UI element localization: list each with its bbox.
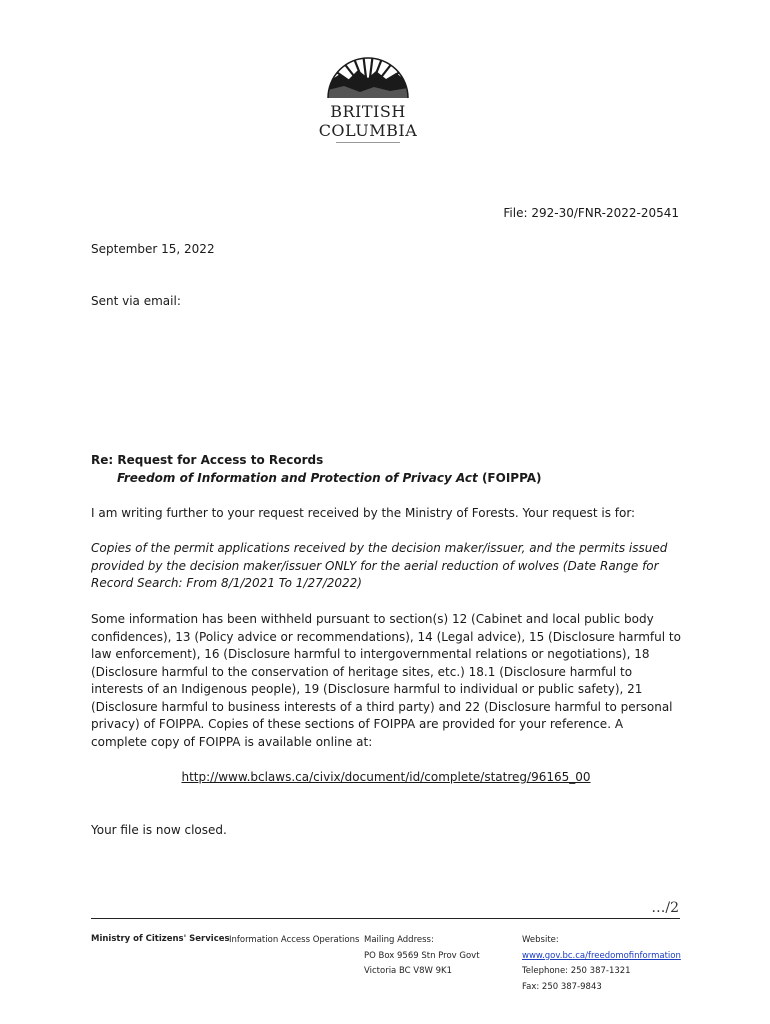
foippa-link[interactable]: http://www.bclaws.ca/civix/document/id/complete/statreg/96165_00 — [181, 770, 591, 784]
letter-date: September 15, 2022 — [91, 242, 215, 256]
footer-unit-name: Information Access Operations — [229, 935, 360, 945]
closing-line: Your file is now closed. — [91, 823, 227, 837]
footer-mailing-line2: Victoria BC V8W 9K1 — [364, 966, 453, 976]
subject-act-line — [117, 470, 542, 488]
file-reference: File: 292-30/FNR-2022-20541 — [503, 206, 679, 220]
footer-ministry — [91, 932, 230, 948]
footer-website-label: Website: — [522, 935, 559, 945]
withholding-paragraph: Some information has been withheld pursuant to section(s) 12 (Cabinet and local public body confidences), 13 (Policy advice or recommendations), 14 (Legal advice), 15 (Disclosure harmful to law enforcement), 16 (Disclosure harmful to intergovernmental relations or negotiations), 18 (Disclosure harmful to the conservation of heritage sites, etc.) 18.1 (Disclosure harmful to interests of an Indigenous people), 19 (Disclosure harmful to individual or public safety), 21 (Disclosure harmful to business interests of a third party) and 22 (Disclosure harmful to personal privacy) of FOIPPA. Copies of these sections of FOIPPA are provided for your reference. A complete copy of FOIPPA is available online at: — [91, 612, 681, 749]
act-name: Freedom of Information and Protection of Privacy Act — [117, 471, 478, 485]
footer-divider — [91, 918, 680, 919]
sent-via-line: Sent via email: — [91, 294, 181, 308]
footer-mailing-label: Mailing Address: — [364, 935, 434, 945]
footer-mailing-line1: PO Box 9569 Stn Prov Govt — [364, 950, 480, 961]
request-description: Copies of the permit applications received by the decision maker/issuer, and the permits issued provided by the decision maker/issuer ONLY for the aerial reduction of wolves (Date Range for Record Search: From 8/1/2021 To 1/27/2022) — [91, 541, 668, 590]
logo-text-british: BRITISH — [330, 102, 406, 121]
sun-mountains-icon — [314, 44, 422, 102]
bc-government-logo — [314, 44, 422, 148]
foippa-link-line — [91, 769, 681, 787]
page-indicator: …/2 — [651, 900, 679, 916]
logo-text-columbia: COLUMBIA — [318, 121, 418, 140]
footer-unit — [229, 933, 359, 949]
subject-line: Re: Request for Access to Records — [91, 453, 324, 467]
footer-telephone: Telephone: 250 387-1321 — [522, 966, 631, 976]
footer-contact — [522, 933, 681, 995]
logo-underline — [336, 142, 400, 143]
footer-fax: Fax: 250 387-9843 — [522, 981, 602, 992]
footer-website-link[interactable]: www.gov.bc.ca/freedomofinformation — [522, 950, 681, 961]
intro-paragraph: I am writing further to your request received by the Ministry of Forests. Your request is for: — [91, 506, 636, 520]
act-abbreviation: (FOIPPA) — [481, 471, 542, 485]
footer-mailing-address — [364, 933, 480, 980]
footer-ministry-name: Ministry of Citizens' Services — [91, 934, 230, 944]
